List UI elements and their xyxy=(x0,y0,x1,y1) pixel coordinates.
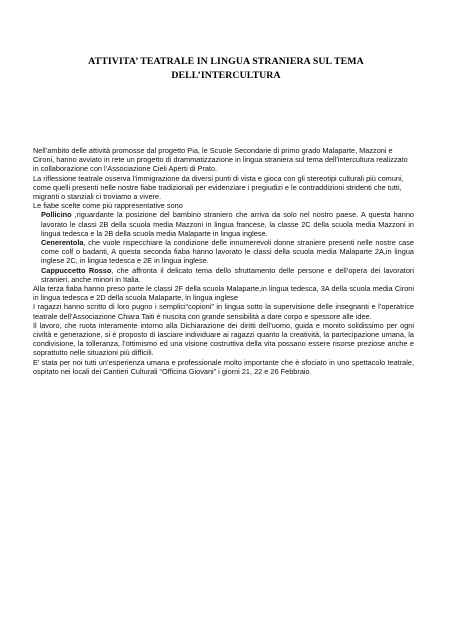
cappuccetto-paragraph xyxy=(33,266,414,284)
cenerentola-paragraph xyxy=(33,238,414,266)
work-paragraph: Il lavoro, che ruota interamente intorno alla Dichiarazione dei diritti dell’uomo, guida e monito solidissimo per ogni civiltà e generazione, si è proposto di lasciare individuare ai ragazzi quanto la creatività, la partecipazione umana, la condivisione, la tolleranza, l’ottimismo ed una visione costruttiva della vita possano essere risorse preziose anche e soprattutto nelle situazioni più difficili. xyxy=(33,320,414,358)
cappuccetto-name: Cappuccetto Rosso xyxy=(41,265,112,275)
third-fable-paragraph: Alla terza fiaba hanno preso parte le classi 2F della scuola Malaparte,in lingua tedesca, 3A della scuola media Cironi in lingua tedesca e 2D della scuola Malaparte, in lingua inglese xyxy=(33,284,414,303)
intro-paragraph: Nell’ambito delle attività promosse dal progetto Pia, le Scuole Secondarie di primo grado Malaparte, Mazzoni e Cironi, hanno avviato in rete un progetto di drammatizzazione in lingua straniera sul tema dell’intercultura realizzato in collaborazione con l’Associazione Cieli Aperti di Prato. xyxy=(33,146,408,174)
pollicino-paragraph xyxy=(33,210,414,238)
document-body xyxy=(33,146,414,376)
fables-intro: Le fiabe scelte come più rappresentative sono xyxy=(33,201,183,211)
conclusion-paragraph: E’ stata per noi tutti un’esperienza umana e professionale molto importante che è sfociato in uno spettacolo teatrale, ospitato nei locali dei Cantieri Culturali “Officina Giovani” i giorni 21, 22 e 26 Febbraio. xyxy=(33,357,414,376)
scripts-paragraph: I ragazzi hanno scritto di loro pugno i semplici“copioni” in lingua sotto la supervisione delle insegnanti e l’operatrice teatrale dell’Associazione Chiara Taiti è riuscita con grande sensibilità a dare corpo e spessore alle idee. xyxy=(33,302,414,321)
title-line-1: ATTIVITA’ TEATRALE IN LINGUA STRANIERA SUL TEMA xyxy=(88,56,364,67)
pollicino-text: ,riguardante la posizione del bambino straniero che arriva da solo nel nostro paese. A questa hanno lavorato le classi 2B della scuola media Mazzoni in lingua francese, la classe 2C della scuola media Mazzoni in lingua tedesca e la 2B della scuola media Malaparte in lingua inglese. xyxy=(41,210,414,238)
title-line-2: DELL’INTERCULTURA xyxy=(171,70,281,81)
reflection-paragraph: La riflessione teatrale osserva l’immigrazione da diversi punti di vista e gioca con gli stereotipi culturali più comuni, come quelli presenti nelle nostre fiabe tradizionali per evidenziare i pregiudizi e le contraddizioni stridenti che tutti, migranti o stanziali ci troviamo a vivere. xyxy=(33,173,404,202)
pollicino-name: Pollicino xyxy=(41,210,72,220)
cappuccetto-text: , che affronta il delicato tema dello sfruttamento delle persone e dell’opera dei lavoratori stranieri, anche minori in Italia. xyxy=(41,265,414,284)
cenerentola-name: Cenerentola xyxy=(41,238,84,248)
cenerentola-text: , che vuole rispecchiare la condizione delle innumerevoli donne straniere presenti nelle nostre case come colf o badanti, A questa seconda fiaba hanno lavorato le classi della scuola media Malaparte 2A,in lingua inglese 2C, in lingua tedesca e 2E in lingua inglese. xyxy=(41,238,414,266)
document-title xyxy=(30,55,422,83)
